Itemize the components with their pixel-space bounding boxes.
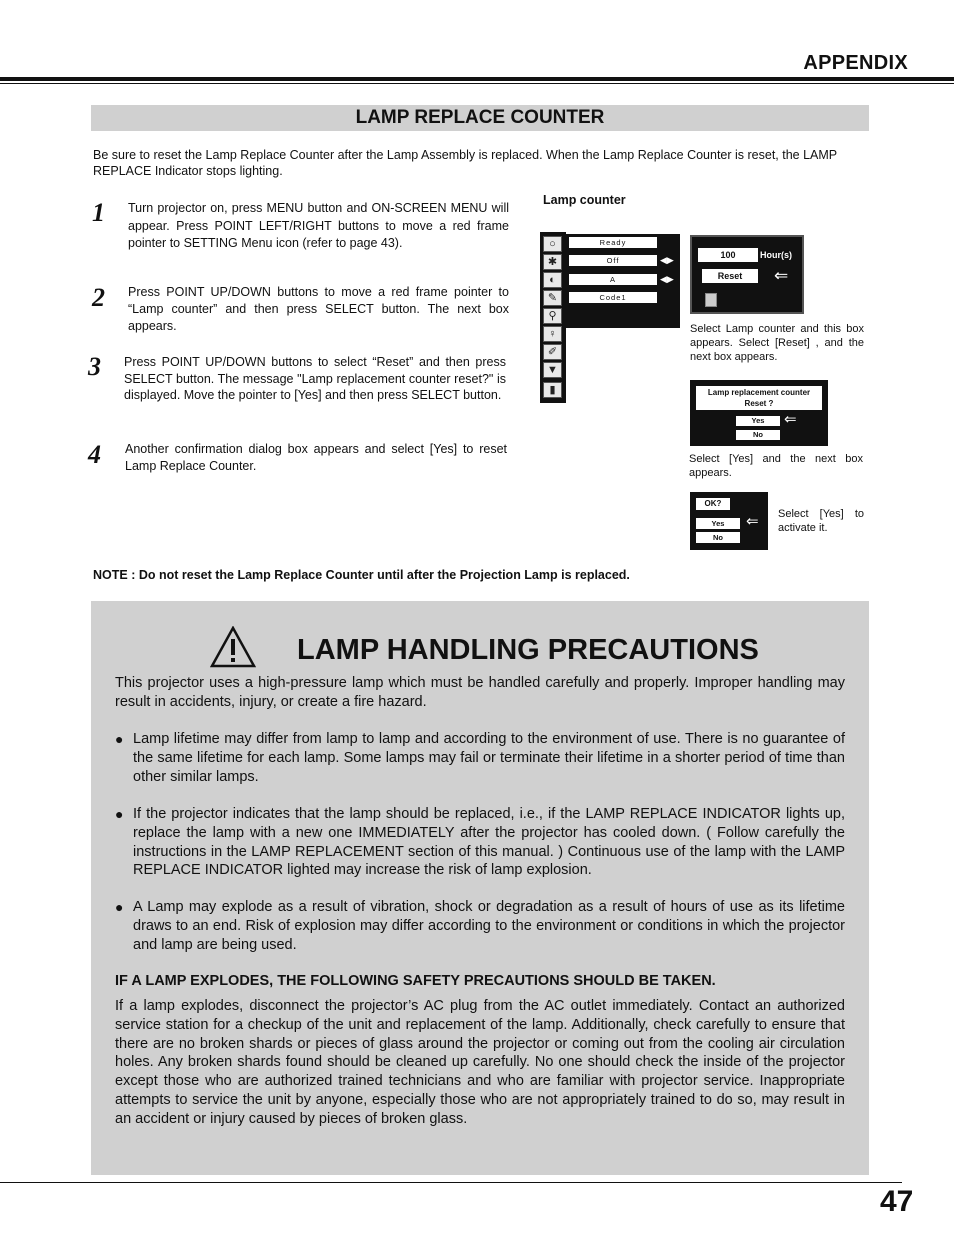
step-2-text: Press POINT UP/DOWN buttons to move a red frame pointer to “Lamp counter” and then press SELECT button. The next box appears.: [128, 285, 509, 333]
image-icon: ◐: [549, 274, 556, 286]
caption-3: Select [Yes] to activate it.: [778, 508, 864, 534]
menu-icon-2: [543, 254, 562, 270]
menu-icon-8: [543, 362, 562, 378]
menu-icon-9: [543, 382, 562, 398]
reset-dialog-title: [696, 386, 822, 410]
ok-yes-button[interactable]: Yes: [696, 518, 740, 529]
menu-field-3: A: [569, 274, 657, 285]
step-1-number: 1: [92, 198, 105, 227]
pen-icon: ✎: [547, 292, 558, 304]
menu-icon-column: [540, 232, 566, 403]
arrow-left-icon: ⇐: [774, 266, 789, 285]
step-3-number: 3: [88, 352, 101, 381]
section-title-bar: LAMP REPLACE COUNTER: [91, 105, 869, 131]
reset-yes-button[interactable]: Yes: [736, 416, 780, 426]
step-2-number: 2: [92, 283, 105, 312]
menu-icon-7: [543, 344, 562, 360]
step-3-text: Press POINT UP/DOWN buttons to select “Reset” and then press SELECT button. The message "Lamp replacement counter reset?" is displayed. Move the pointer to [Yes] and then press SELECT button.: [124, 355, 506, 402]
counter-unit: Hour(s): [760, 250, 792, 260]
menu-arrows-3: ◀▶: [660, 274, 674, 284]
bullet-1-text: Lamp lifetime may differ from lamp to lamp and according to the environment of use. There is no guarantee of the same lifetime for each lamp. Some lamps may fail or terminate their lifetime in a shorter period of time than other similar lamps.: [133, 731, 845, 785]
menu-icon-3: [543, 272, 562, 288]
reset-dialog: [690, 380, 828, 446]
precautions-intro: This projector uses a high-pressure lamp which must be handled carefully and properly. Improper handling may result in accidents, injury, or create a fire hazard.: [115, 675, 845, 710]
exit-icon: ▮: [549, 384, 556, 396]
step-1-text: Turn projector on, press MENU button and ON-SCREEN MENU will appear. Press POINT LEFT/RIGHT buttons to move a red frame pointer to SETTING Menu icon (refer to page 43).: [128, 201, 509, 250]
bullet-3-glyph: ●: [115, 899, 124, 915]
menu-icon-4: [543, 290, 562, 306]
caption-2: Select [Yes] and the next box appears.: [689, 453, 863, 479]
page-number: 47: [880, 1185, 914, 1218]
counter-value: 100: [698, 248, 758, 262]
counter-box: [690, 235, 804, 314]
reset-dialog-title-line1: Lamp replacement counter: [707, 388, 811, 397]
menu-panel: [566, 234, 680, 328]
ok-dialog: [690, 492, 768, 550]
tool-icon: ✐: [547, 346, 558, 358]
exit-icon: [705, 293, 717, 307]
bullet-1-glyph: ●: [115, 731, 124, 747]
counter-reset-button[interactable]: Reset: [702, 269, 758, 283]
menu-icon-1: [543, 236, 562, 252]
precautions-title: LAMP HANDLING PRECAUTIONS: [297, 634, 759, 666]
gear-icon: ✱: [547, 256, 558, 268]
warning-triangle-icon: [210, 626, 256, 668]
menu-field-1: Ready: [569, 237, 657, 248]
step-4-text: Another confirmation dialog box appears and select [Yes] to reset Lamp Replace Counter.: [125, 442, 507, 473]
figure-label: Lamp counter: [543, 193, 626, 207]
bullet-3-text: A Lamp may explode as a result of vibration, shock or degradation as a result of hours of use as its lifetime draws to an end. Risk of explosion may differ according to the environment or conditions in which the projector and lamp are being used.: [133, 899, 845, 953]
explosion-text: If a lamp explodes, disconnect the projector’s AC plug from the AC outlet immediately. Contact an authorized service station for a checkup of the unit and replacement of the lamp. Additionally, check carefully to ensure that there are no broken shards or pieces of glass around the projector or coming out from the cooling air circulation holes. Any broken shards found should be cleaned up carefully. No one should check the inside of the projector except those who are authorized trained technicians and who are familiar with projector service. Inappropriate attempts to service the unit by anyone, especially those who are not appropriately trained to do so, may result in an accident or injury caused by pieces of broken glass.: [115, 998, 845, 1127]
section-intro: Be sure to reset the Lamp Replace Counter after the Lamp Assembly is replaced. When the Lamp Replace Counter is reset, the LAMP REPLACE Indicator stops lighting.: [93, 148, 837, 178]
step-4-number: 4: [88, 440, 101, 469]
bulb-icon: ○: [549, 238, 556, 250]
menu-icon-5: [543, 308, 562, 324]
reset-dialog-title-line2: Reset ?: [744, 399, 774, 408]
explosion-subhead: IF A LAMP EXPLODES, THE FOLLOWING SAFETY PRECAUTIONS SHOULD BE TAKEN.: [115, 973, 716, 989]
menu-field-2: Off: [569, 255, 657, 266]
caption-1: Select Lamp counter and this box appears. Select [Reset] , and the next box appears.: [690, 323, 864, 363]
magnify-icon: ⚲: [548, 310, 557, 322]
menu-arrows-2: ◀▶: [660, 255, 674, 265]
menu-icon-6: [543, 326, 562, 342]
note: NOTE : Do not reset the Lamp Replace Counter until after the Projection Lamp is replaced.: [93, 568, 630, 582]
header-rule-thick: [0, 77, 954, 81]
menu-field-4: Code1: [569, 292, 657, 303]
reset-no-button[interactable]: No: [736, 430, 780, 440]
arrow-left-icon: ⇐: [784, 411, 797, 428]
footer-rule: [0, 1182, 902, 1183]
bullet-2-text: If the projector indicates that the lamp should be replaced, i.e., if the LAMP REPLACE INDICATOR lights up, replace the lamp with a new one IMMEDIATELY after the projector has cooled down. ( Follow carefully the instructions in the LAMP REPLACEMENT section of this manual. ) Continuous use of the lamp with the LAMP REPLACE INDICATOR lighted may increase the risk of lamp explosion.: [133, 806, 845, 879]
header-title: APPENDIX: [803, 52, 908, 74]
ok-no-button[interactable]: No: [696, 532, 740, 543]
arrow-left-icon: ⇐: [746, 513, 759, 530]
bullet-2-glyph: ●: [115, 806, 124, 822]
down-arrow-icon: ▼: [547, 364, 558, 376]
header-rule-thin: [0, 83, 954, 84]
ok-dialog-title: OK?: [696, 498, 730, 510]
lamp-icon: ♀: [548, 328, 557, 340]
